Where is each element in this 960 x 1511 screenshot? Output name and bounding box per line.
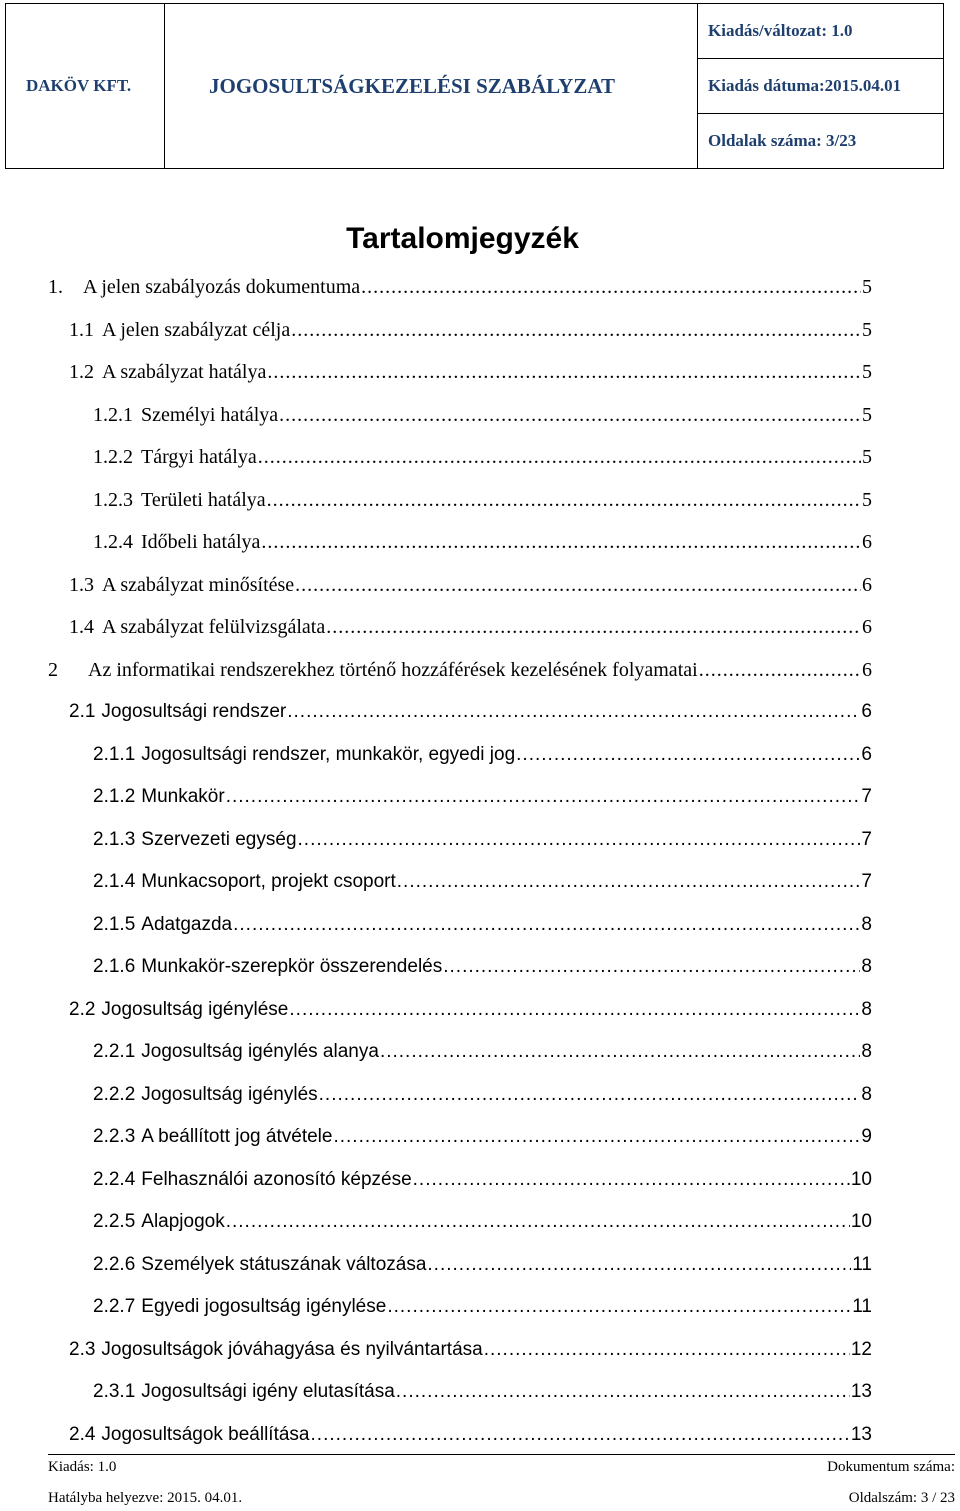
- toc-entry-page: 5: [862, 361, 872, 383]
- toc-entry[interactable]: [0, 783, 872, 826]
- toc-entry-title: Időbeli hatálya: [141, 531, 261, 553]
- footer-page-number: Oldalszám: 3 / 23: [848, 1490, 955, 1506]
- toc-entry-page: 9: [861, 1126, 872, 1147]
- toc-leader-dots: [319, 1081, 861, 1109]
- toc-leader-dots: [484, 1336, 850, 1364]
- toc-entry-title: Jogosultság igénylése: [101, 998, 289, 1020]
- toc-entry-number: 2.2.6: [93, 1253, 136, 1275]
- toc-entry[interactable]: [0, 1081, 872, 1124]
- footer-doc-number: Dokumentum száma:: [827, 1459, 955, 1475]
- toc-entry[interactable]: [0, 443, 872, 486]
- toc-entry-page: 8: [861, 1041, 872, 1062]
- toc-leader-dots: [396, 1378, 850, 1406]
- toc-entry-page: 6: [861, 701, 872, 722]
- toc-entry[interactable]: [0, 826, 872, 869]
- toc-entry-title: Területi hatálya: [141, 488, 266, 511]
- toc-entry[interactable]: [0, 1123, 872, 1166]
- toc-entry-title: Munkakör-szerepkör összerendelés: [141, 956, 443, 977]
- toc-entry-page: 8: [861, 998, 872, 1020]
- toc-entry-number: 2: [48, 658, 58, 681]
- toc-entry-number: 2.1.6: [93, 956, 136, 977]
- document-header: [5, 3, 944, 169]
- toc-entry-number: 1.4: [69, 616, 94, 638]
- toc-entry-title: Jogosultság igénylés alanya: [141, 1041, 379, 1062]
- toc-entry-number: 1.2.3: [93, 488, 133, 511]
- toc-entry[interactable]: [0, 1166, 872, 1209]
- company-name: DAKÖV KFT.: [6, 4, 165, 169]
- toc-entry-title: Jogosultsági rendszer: [101, 701, 287, 722]
- toc-leader-dots: [289, 996, 860, 1024]
- toc-entry[interactable]: [0, 868, 872, 911]
- toc-entry-page: 5: [862, 403, 872, 426]
- toc-leader-dots: [226, 1208, 850, 1236]
- toc-entry-page: 11: [852, 1253, 872, 1275]
- page-count: Oldalak száma: 3/23: [698, 114, 944, 169]
- toc-leader-dots: [427, 1251, 851, 1279]
- toc-entry-title: Jogosultsági igény elutasítása: [141, 1381, 395, 1402]
- toc-entry-page: 7: [861, 828, 872, 850]
- toc-entry-page: 10: [850, 1211, 872, 1232]
- toc-entry[interactable]: [0, 1293, 872, 1336]
- toc-entry-page: 6: [862, 573, 872, 596]
- edition-version: Kiadás/változat: 1.0: [698, 4, 944, 59]
- toc-entry-number: 2.1.5: [93, 913, 136, 935]
- toc-entry-page: 7: [861, 786, 872, 807]
- toc-leader-dots: [291, 316, 861, 344]
- toc-leader-dots: [443, 953, 860, 981]
- toc-entry-title: Az informatikai rendszerekhez történő hozzáférések kezelésének folyamatai: [88, 658, 698, 681]
- toc-entry-number: 2.1.1: [93, 743, 136, 765]
- toc-entry-title: Jogosultság igénylés: [141, 1083, 318, 1105]
- toc-entry-page: 6: [862, 658, 872, 681]
- toc-entry-number: 2.2.2: [93, 1083, 136, 1105]
- toc-entry-number: 1.2.2: [93, 446, 133, 468]
- toc-entry-title: Jogosultsági rendszer, munkakör, egyedi jog: [141, 743, 516, 765]
- toc-entry[interactable]: [0, 1038, 872, 1081]
- toc-entry-title: A jelen szabályzat célja: [102, 318, 291, 341]
- toc-entry-number: 2.2.1: [93, 1041, 136, 1062]
- toc-leader-dots: [298, 826, 861, 854]
- toc-entry-page: 7: [861, 871, 872, 892]
- toc-entry-title: Alapjogok: [141, 1211, 225, 1232]
- toc-leader-dots: [397, 868, 861, 896]
- toc-leader-dots: [326, 613, 861, 641]
- footer-divider: [48, 1454, 955, 1455]
- toc-entry[interactable]: [0, 1378, 872, 1421]
- toc-entry[interactable]: [0, 911, 872, 954]
- toc-entry-page: 8: [861, 956, 872, 977]
- toc-entry[interactable]: [0, 953, 872, 996]
- toc-entry-title: Jogosultságok jóváhagyása és nyilvántartása: [101, 1338, 483, 1360]
- toc-entry-number: 1.3: [69, 573, 94, 596]
- toc-entry-number: 1.2.4: [93, 531, 133, 553]
- toc-leader-dots: [261, 528, 861, 556]
- toc-entry-page: 5: [862, 446, 872, 468]
- toc-entry-number: 2.3.1: [93, 1381, 136, 1402]
- toc-leader-dots: [258, 443, 861, 471]
- toc-entry[interactable]: [0, 1251, 872, 1294]
- toc-entry-title: Egyedi jogosultság igénylése: [141, 1296, 387, 1317]
- toc-entry[interactable]: [0, 996, 872, 1039]
- toc-entry[interactable]: [0, 741, 872, 784]
- toc-entry-number: 2.4: [69, 1423, 96, 1445]
- toc-leader-dots: [279, 401, 861, 429]
- toc-entry-title: A szabályzat minősítése: [102, 573, 295, 596]
- toc-entry-page: 6: [861, 743, 872, 765]
- toc-entry[interactable]: [0, 1336, 872, 1379]
- toc-entry-page: 12: [850, 1338, 872, 1360]
- toc-entry-number: 1.1: [69, 318, 94, 341]
- toc-entry-title: Tárgyi hatálya: [141, 446, 257, 468]
- toc-entry-number: 1.2: [69, 361, 94, 383]
- toc-entry[interactable]: [0, 656, 872, 699]
- toc-entry-number: 1.: [48, 276, 63, 298]
- toc-entry-page: 13: [850, 1381, 872, 1402]
- toc-leader-dots: [311, 1421, 850, 1449]
- toc-entry-title: Felhasználói azonosító képzése: [141, 1168, 412, 1190]
- toc-entry-title: A jelen szabályozás dokumentuma: [83, 276, 361, 298]
- toc-leader-dots: [295, 571, 861, 599]
- toc-entry-number: 2.2: [69, 998, 96, 1020]
- toc-entry[interactable]: [0, 528, 872, 571]
- toc-entry-page: 11: [852, 1296, 872, 1317]
- footer-edition: Kiadás: 1.0: [48, 1459, 117, 1475]
- toc-entry[interactable]: [0, 316, 872, 359]
- toc-leader-dots: [699, 656, 861, 684]
- toc-entry-number: 2.1.2: [93, 786, 136, 807]
- toc-entry[interactable]: [0, 698, 872, 741]
- toc-leader-dots: [413, 1166, 850, 1194]
- document-title: JOGOSULTSÁGKEZELÉSI SZABÁLYZAT: [165, 4, 698, 169]
- toc-entry-page: 6: [862, 531, 872, 553]
- toc-leader-dots: [267, 486, 861, 514]
- toc-leader-dots: [516, 741, 860, 769]
- toc-leader-dots: [267, 358, 861, 386]
- toc-entry-page: 5: [862, 318, 872, 341]
- toc-entry[interactable]: [0, 401, 872, 444]
- toc-leader-dots: [361, 273, 861, 301]
- footer-effective-date: Hatályba helyezve: 2015. 04.01.: [48, 1490, 243, 1506]
- toc-leader-dots: [226, 783, 861, 811]
- toc-entry-page: 5: [862, 488, 872, 511]
- toc-entry[interactable]: [0, 1421, 872, 1464]
- toc-entry-title: Személyek státuszának változása: [141, 1253, 427, 1275]
- toc-entry-page: 6: [862, 616, 872, 638]
- toc-entry-number: 1.2.1: [93, 403, 133, 426]
- toc-entry-number: 2.2.3: [93, 1126, 136, 1147]
- toc-entry-title: Szervezeti egység: [141, 828, 297, 850]
- edition-date: Kiadás dátuma:2015.04.01: [698, 59, 944, 114]
- toc-entry[interactable]: [0, 613, 872, 656]
- toc-entry-title: Jogosultságok beállítása: [101, 1423, 310, 1445]
- toc-entry-number: 2.1: [69, 701, 96, 722]
- toc-entry-title: A beállított jog átvétele: [141, 1126, 333, 1147]
- toc-entry-page: 8: [861, 913, 872, 935]
- toc-entry-number: 2.2.7: [93, 1296, 136, 1317]
- toc-entry[interactable]: [0, 358, 872, 401]
- toc-entry-number: 2.1.4: [93, 871, 136, 892]
- toc-entry-title: A szabályzat felülvizsgálata: [102, 616, 326, 638]
- toc-title: Tartalomjegyzék: [346, 222, 579, 255]
- table-of-contents: [0, 273, 960, 1463]
- toc-entry[interactable]: [0, 273, 872, 316]
- toc-entry-title: Munkacsoport, projekt csoport: [141, 871, 396, 892]
- toc-entry-number: 2.2.5: [93, 1211, 136, 1232]
- toc-leader-dots: [333, 1123, 860, 1151]
- toc-entry[interactable]: [0, 571, 872, 614]
- toc-entry-number: 2.2.4: [93, 1168, 136, 1190]
- toc-entry-title: Adatgazda: [141, 913, 233, 935]
- toc-leader-dots: [287, 698, 860, 726]
- toc-entry-title: Munkakör: [141, 786, 225, 807]
- toc-entry-page: 13: [850, 1423, 872, 1445]
- toc-entry-page: 8: [861, 1083, 872, 1105]
- toc-entry-number: 2.1.3: [93, 828, 136, 850]
- toc-entry-title: A szabályzat hatálya: [102, 361, 267, 383]
- toc-leader-dots: [380, 1038, 860, 1066]
- toc-entry-number: 2.3: [69, 1338, 96, 1360]
- toc-entry-page: 10: [850, 1168, 872, 1190]
- toc-leader-dots: [233, 911, 860, 939]
- toc-entry[interactable]: [0, 486, 872, 529]
- toc-leader-dots: [387, 1293, 851, 1321]
- toc-entry-title: Személyi hatálya: [141, 403, 279, 426]
- toc-entry-page: 5: [862, 276, 872, 298]
- toc-entry[interactable]: [0, 1208, 872, 1251]
